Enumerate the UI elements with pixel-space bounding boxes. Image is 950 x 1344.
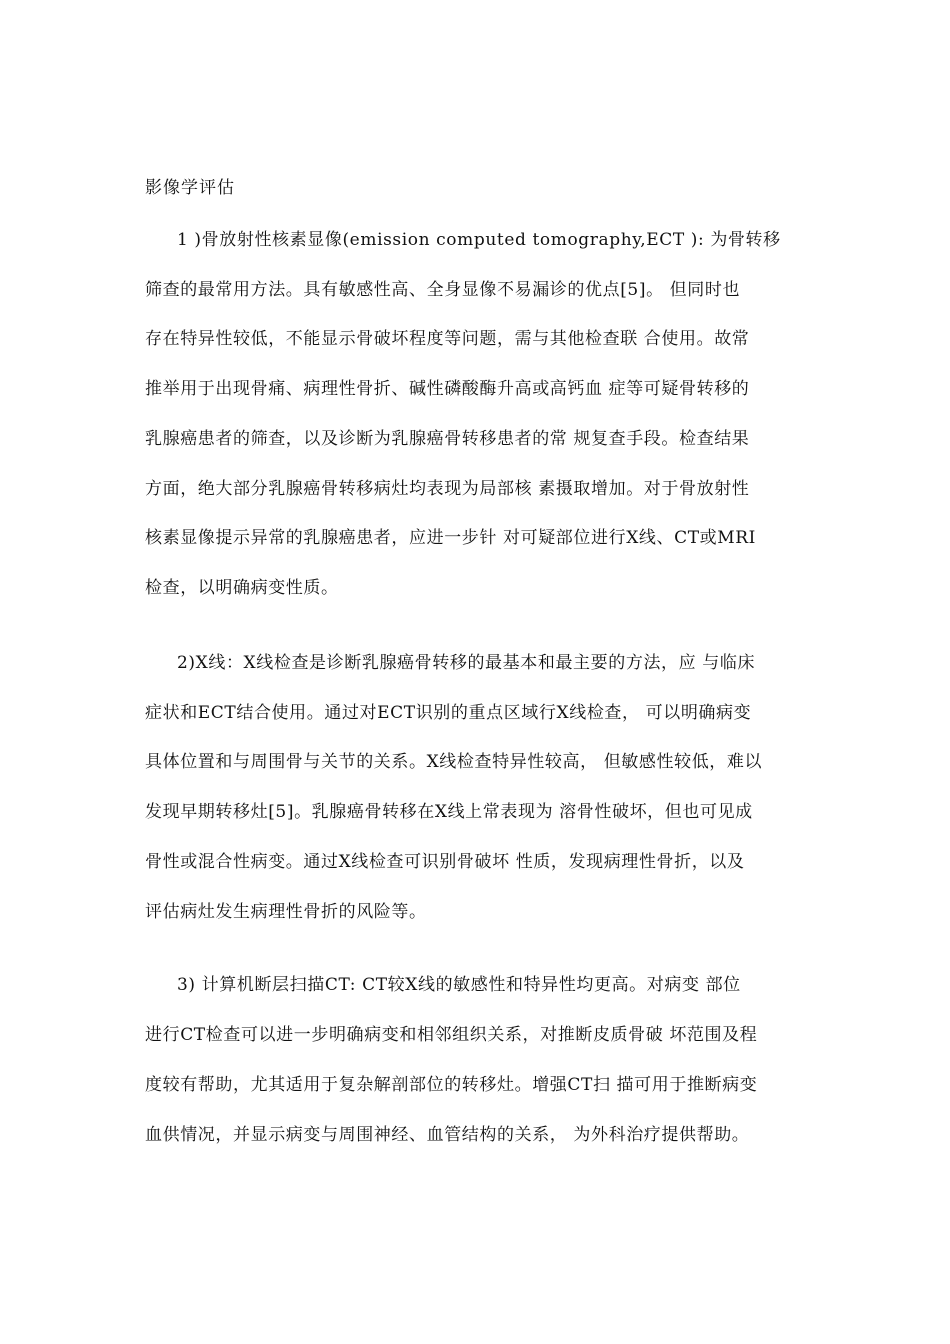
paragraph-1-line-7: 核素显像提示异常的乳腺癌患者，应进一步针 对可疑部位进行X线、CT或MRI <box>145 528 756 548</box>
paragraph-1-line-5: 乳腺癌患者的筛查，以及诊断为乳腺癌骨转移患者的常 规复查手段。检查结果 <box>145 429 750 449</box>
paragraph-3-line-4: 血供情况，并显示病变与周围神经、血管结构的关系， 为外科治疗提供帮助。 <box>145 1125 750 1145</box>
paragraph-2-line-4: 发现早期转移灶[5]。乳腺癌骨转移在X线上常表现为 溶骨性破坏，但也可见成 <box>145 802 753 822</box>
paragraph-3-line-3: 度较有帮助，尤其适用于复杂解剖部位的转移灶。增强CT扫 描可用于推断病变 <box>145 1075 758 1095</box>
paragraph-2-line-3: 具体位置和与周围骨与关节的关系。X线检查特异性较高， 但敏感性较低，难以 <box>145 752 763 772</box>
paragraph-1-line-2: 筛查的最常用方法。具有敏感性高、全身显像不易漏诊的优点[5]。 但同时也 <box>145 280 741 300</box>
paragraph-2-line-6: 评估病灶发生病理性骨折的风险等。 <box>145 902 427 922</box>
paragraph-1-line-3: 存在特异性较低，不能显示骨破坏程度等问题，需与其他检查联 合使用。故常 <box>145 329 750 349</box>
paragraph-3-line-1: 3) 计算机断层扫描CT: CT较X线的敏感性和特异性均更高。对病变 部位 <box>177 975 741 995</box>
paragraph-3-line-2: 进行CT检查可以进一步明确病变和相邻组织关系，对推断皮质骨破 坏范围及程 <box>145 1025 758 1045</box>
paragraph-2-line-1: 2)X线：X线检查是诊断乳腺癌骨转移的最基本和最主要的方法，应 与临床 <box>177 653 756 673</box>
paragraph-1-line-6: 方面，绝大部分乳腺癌骨转移病灶均表现为局部核 素摄取增加。对于骨放射性 <box>145 479 750 499</box>
paragraph-1-line-8: 检查，以明确病变性质。 <box>145 578 339 598</box>
paragraph-2-line-2: 症状和ECT结合使用。通过对ECT识别的重点区域行X线检查， 可以明确病变 <box>145 703 752 723</box>
paragraph-1-line-1: 1 )骨放射性核素显像(emission computed tomography,ECT ): 为骨转移 <box>177 230 781 250</box>
section-heading: 影像学评估 <box>145 178 235 198</box>
paragraph-2-line-5: 骨性或混合性病变。通过X线检查可识别骨破坏 性质，发现病理性骨折，以及 <box>145 852 745 872</box>
paragraph-1-line-4: 推举用于出现骨痛、病理性骨折、碱性磷酸酶升高或高钙血 症等可疑骨转移的 <box>145 379 750 399</box>
